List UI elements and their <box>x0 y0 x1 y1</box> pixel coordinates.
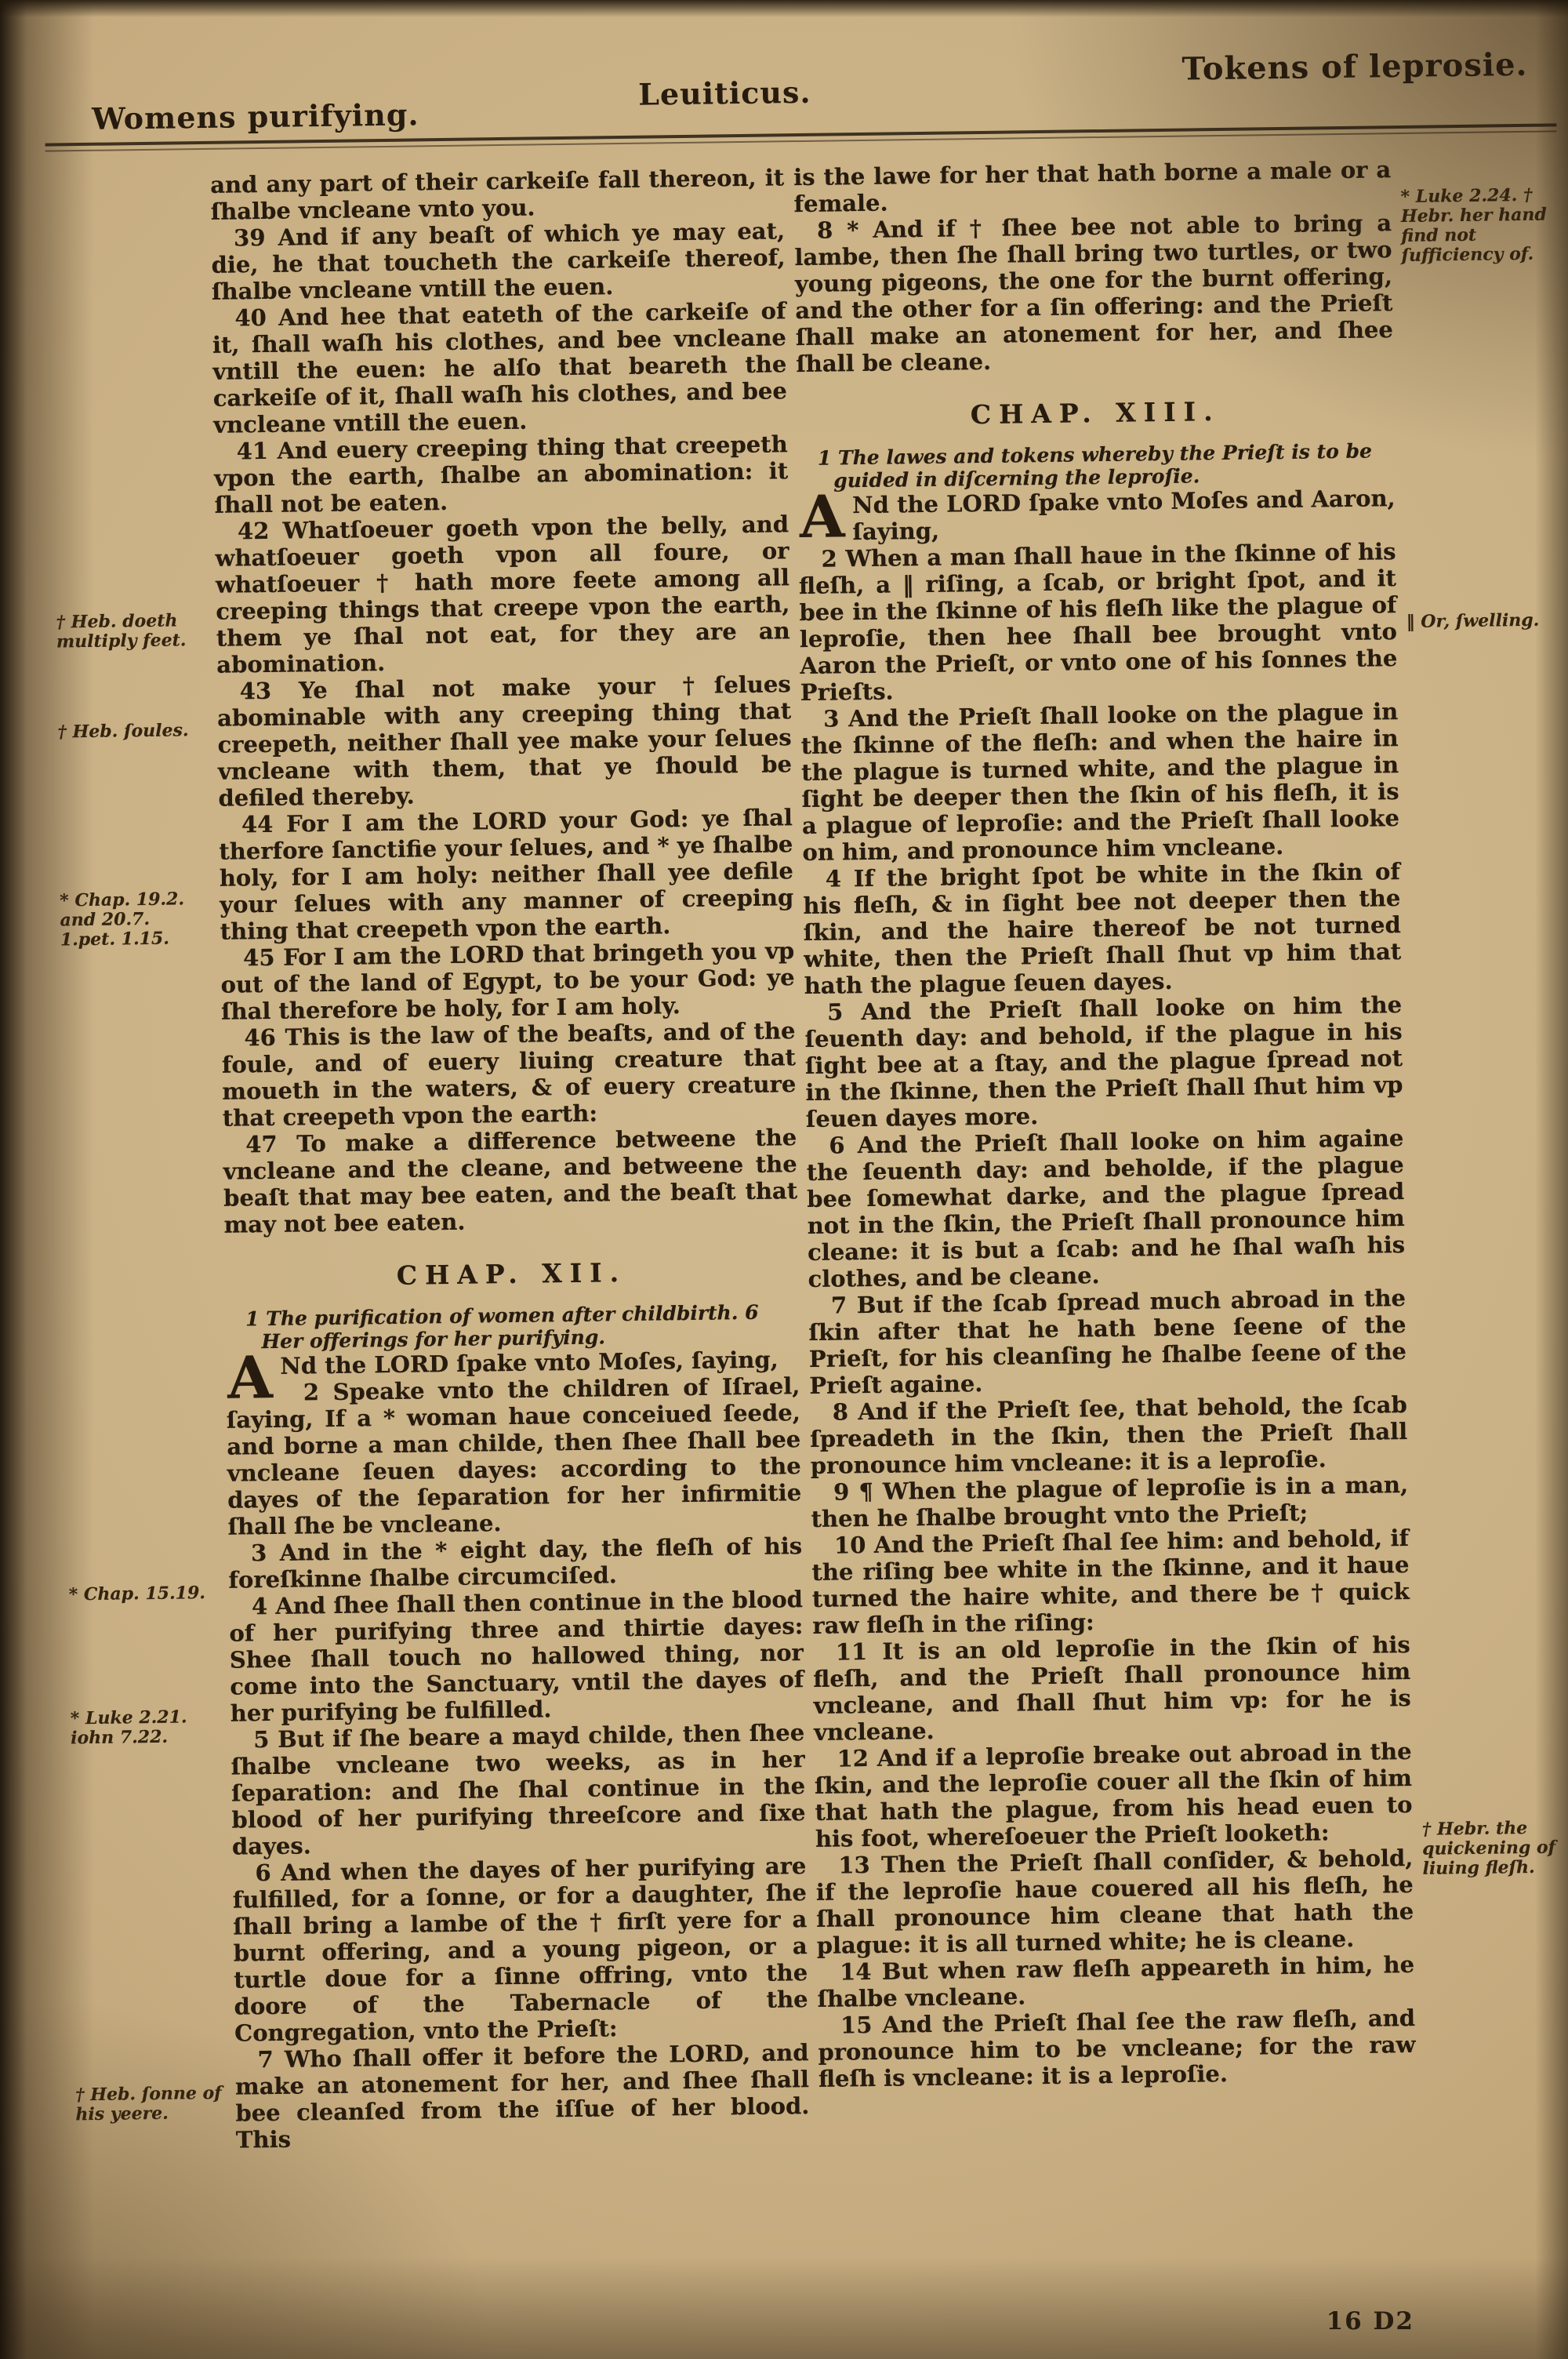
verse-paragraph: 46 This is the law of the beaſts, and of the foule, and of euery liuing creature that moueth in the waters, & of euery creature that creepeth vpon the earth: <box>221 1017 797 1132</box>
left-margin-notes <box>45 172 227 2155</box>
left-column <box>210 164 810 2153</box>
verse-paragraph: 45 For I am the LORD that bringeth you vp out of the land of Egypt, to be your God: ye ſhal therefore be holy, for I am holy. <box>220 937 795 1025</box>
verse-paragraph: 13 Then the Prieſt ſhall conſider, & behold, if the leproſie haue couered all his fleſh, he ſhall pronounce him cleane that hath the plague: it is all turned white; he is cleane. <box>815 1844 1414 1959</box>
text-body <box>45 154 1568 2155</box>
verse-paragraph: 8 And if the Prieſt ſee, that behold, the ſcab ſpreadeth in the ſkin, then the Prieſt ſhall pronounce him vncleane: it is a leproſie. <box>810 1391 1408 1479</box>
drop-cap: A <box>799 483 845 552</box>
verse-paragraph: 47 To make a difference betweene the vncleane and the cleane, and betweene the beaſt that may bee eaten, and the beaſt that may not bee eaten. <box>223 1124 798 1238</box>
verse-paragraph: 41 And euery creeping thing that creepeth vpon the earth, ſhalbe an abomination: it ſhall not be eaten. <box>213 431 789 518</box>
verse-paragraph: 4 If the bright ſpot be white in the ſkin of his fleſh, & in ſight bee not deeper then the ſkin, and the haire thereof be not turned white, then the Prieſt ſhall ſhut vp him that hath the plague ſeuen dayes. <box>803 858 1402 1000</box>
verse-paragraph: 12 And if a leproſie breake out abroad in the ſkin, and the leproſie couer all the ſkin of him that hath the plague, from his head euen to his foot, whereſoeuer the Prieſt looketh: <box>814 1737 1413 1852</box>
right-column <box>793 156 1417 2146</box>
verse-paragraph: 42 Whatſoeuer goeth vpon the belly, and whatſoeuer goeth vpon all foure, or whatſoeuer † hath more feete among all creeping things that creepe vpon the earth, them ye ſhal not eat, for they are an abomination. <box>215 511 790 678</box>
verse-paragraph: and any part of their carkeiſe fall thereon, it ſhalbe vncleane vnto you. <box>210 164 785 225</box>
verse-paragraph: 3 And in the * eight day, the fleſh of his foreſkinne ſhalbe circumciſed. <box>228 1532 803 1594</box>
page-content <box>44 35 1568 2155</box>
margin-note: ‖ Or, ſwelling. <box>1406 609 1540 632</box>
verse-paragraph: 39 And if any beaſt of which ye may eat, die, he that toucheth the carkeiſe thereof, ſhalbe vncleane vntill the euen. <box>211 217 786 305</box>
running-head-center: Leuiticus. <box>637 74 811 112</box>
chapter-heading: CHAP. XII. <box>396 1257 627 1291</box>
running-header <box>44 35 1556 136</box>
margin-note: * Luke 2.21. iohn 7.22. <box>70 1707 187 1749</box>
signature-mark: 16 D2 <box>1326 2307 1414 2335</box>
margin-note: † Heb. ſonne of his yeere. <box>74 2082 222 2125</box>
margin-note: † Heb. ſoules. <box>57 720 189 743</box>
verse-paragraph: 5 And the Prieſt ſhall looke on him the ſeuenth day: and behold, if the plague in his ſight bee at a ſtay, and the plague ſpread not in the ſkinne, then the Prieſt ſhall ſhut him vp ſeuen dayes more. <box>804 991 1403 1133</box>
verse-paragraph: 5 But if ſhe beare a mayd childe, then ſhee ſhalbe vncleane two weeks, as in her ſeparation: and ſhe ſhal continue in the blood of her purifying threeſcore and ſixe dayes. <box>230 1719 806 1860</box>
chapter-argument: 1 The lawes and tokens whereby the Prieſt is to be guided in diſcerning the leproſie. <box>817 439 1373 492</box>
running-head-left: Womens purifying. <box>91 96 419 136</box>
margin-note: * Luke 2.24. † Hebr. her hand find not ſufficiency of. <box>1400 184 1548 266</box>
verse-paragraph: is the lawe for her that hath borne a male or a female. <box>793 156 1392 218</box>
margin-note: * Chap. 19.2. and 20.7. 1.pet. 1.15. <box>60 889 185 951</box>
verse-text: Nd the LORD ſpake vnto Moſes and Aaron, ſaying, <box>851 485 1396 546</box>
verse-paragraph: 40 And hee that eateth of the carkeiſe of it, ſhall waſh his clothes, and bee vncleane vntill the euen: he alſo that beareth the carkeiſe of it, ſhall waſh his clothes, and bee vncleane vntill the euen. <box>212 297 787 438</box>
margin-note: † Hebr. the quickening of liuing fleſh. <box>1421 1818 1556 1879</box>
verse-paragraph: 2 Speake vnto the children of Iſrael, ſaying, If a * woman haue conceiued ſeede, and borne a man childe, then ſhee ſhall bee vncleane ſeuen dayes: according to the dayes of the ſeparation for her infirmitie ſhall ſhe be vncleane. <box>226 1372 802 1540</box>
verse-paragraph: 8 * And if † ſhee bee not able to bring a lambe, then ſhe ſhall bring two turtles, or two young pigeons, the one for the burnt offering, and the other for a ſin offering: and the Prieſt ſhall make an atonement for her, and ſhee ſhall be cleane. <box>794 209 1394 378</box>
verse-paragraph: 15 And the Prieſt ſhal ſee the raw fleſh, and pronounce him to be vncleane; for the raw fleſh is vncleane: it is a leproſie. <box>818 2004 1416 2092</box>
margin-note: * Chap. 15.19. <box>68 1583 206 1605</box>
right-margin-notes <box>1400 154 1568 2137</box>
margin-note: † Heb. doeth multiply feet. <box>56 610 187 652</box>
verse-paragraph: 14 But when raw fleſh appeareth in him, he ſhalbe vncleane. <box>817 1950 1415 2012</box>
verse-paragraph: 9 ¶ When the plague of leproſie is in a man, then he ſhalbe brought vnto the Prieſt; <box>811 1471 1409 1532</box>
verse-paragraph: 3 And the Prieſt ſhall looke on the plague in the ſkinne of the fleſh: and when the haire in the plague is turned white, and the plague in ſight be deeper then the ſkin of his fleſh, it is a plague of leproſie: and the Prieſt ſhall looke on him, and pronounce him vncleane. <box>800 698 1400 867</box>
verse-paragraph: 11 It is an old leproſie in the ſkin of his fleſh, and the Prieſt ſhall pronounce him vncleane, and ſhall ſhut him vp: for he is vncleane. <box>813 1630 1411 1746</box>
chapter-heading: CHAP. XIII. <box>970 396 1221 431</box>
verse-paragraph: 4 And ſhee ſhall then continue in the blood of her purifying three and thirtie dayes: Shee ſhall touch no hallowed thing, nor come into the Sanctuary, vntil the dayes of her purifying be fulfilled. <box>229 1586 804 1727</box>
verse-text: Nd the LORD ſpake vnto Moſes, ſaying, <box>280 1346 779 1379</box>
verse-paragraph: 10 And the Prieſt ſhal ſee him: and behold, if the riſing bee white in the ſkinne, and it haue turned the haire white, and there be † quick raw fleſh in the riſing: <box>811 1524 1410 1639</box>
verse-paragraph: 7 But if the ſcab ſpread much abroad in the ſkin after that he hath bene ſeene of the Prieſt, for his cleanſing he ſhalbe ſeene of the Prieſt againe. <box>808 1285 1407 1399</box>
verse-paragraph: 6 And when the dayes of her purifying are fulfilled, for a ſonne, or for a daughter, ſhe ſhall bring a lambe of the † firſt yere for a burnt offering, and a young pigeon, or a turtle doue for a ſinne offring, vnto the doore of the Tabernacle of the Congregation, vnto the Prieſt: <box>232 1852 808 2047</box>
verse-paragraph: 2 When a man ſhall haue in the ſkinne of his fleſh, a ‖ riſing, a ſcab, or bright ſpot, and it bee in the ſkinne of his fleſh like the plague of leproſie, then hee ſhall bee brought vnto Aaron the Prieſt, or vnto one of his ſonnes the Prieſts. <box>798 538 1398 707</box>
running-head-right: Tokens of leprosie. <box>1181 45 1528 88</box>
verse-paragraph: 43 Ye ſhal not make your †ſelues abominable with any creeping thing that creepeth, neither ſhall yee make your ſelues vncleane with them, that ye ſhould be defiled thereby. <box>216 671 793 812</box>
verse-paragraph: 44 For I am the LORD your God: ye ſhal therfore ſanctifie your ſelues, and * ye ſhalbe holy, for I am holy: neither ſhall yee defile your ſelues with any manner of creeping thing that creepeth vpon the earth. <box>219 804 794 945</box>
verse-paragraph: 6 And the Prieſt ſhall looke on him againe the ſeuenth day: and beholde, if the plague bee ſomewhat darke, and the plague ſpread not in the ſkin, the Prieſt ſhall pronounce him cleane: it is but a ſcab: and he ſhal waſh his clothes, and be cleane. <box>806 1125 1406 1292</box>
chapter-argument: 1 The purification of women after childbirth. 6 Her offerings for her purifying. <box>245 1300 759 1353</box>
verse-paragraph <box>797 483 1396 552</box>
verse-paragraph: 7 Who ſhall offer it before the LORD, and make an atonement for her, and ſhee ſhall bee cleanſed from the iſſue of her blood. This <box>234 2039 810 2154</box>
drop-cap: A <box>227 1343 274 1412</box>
